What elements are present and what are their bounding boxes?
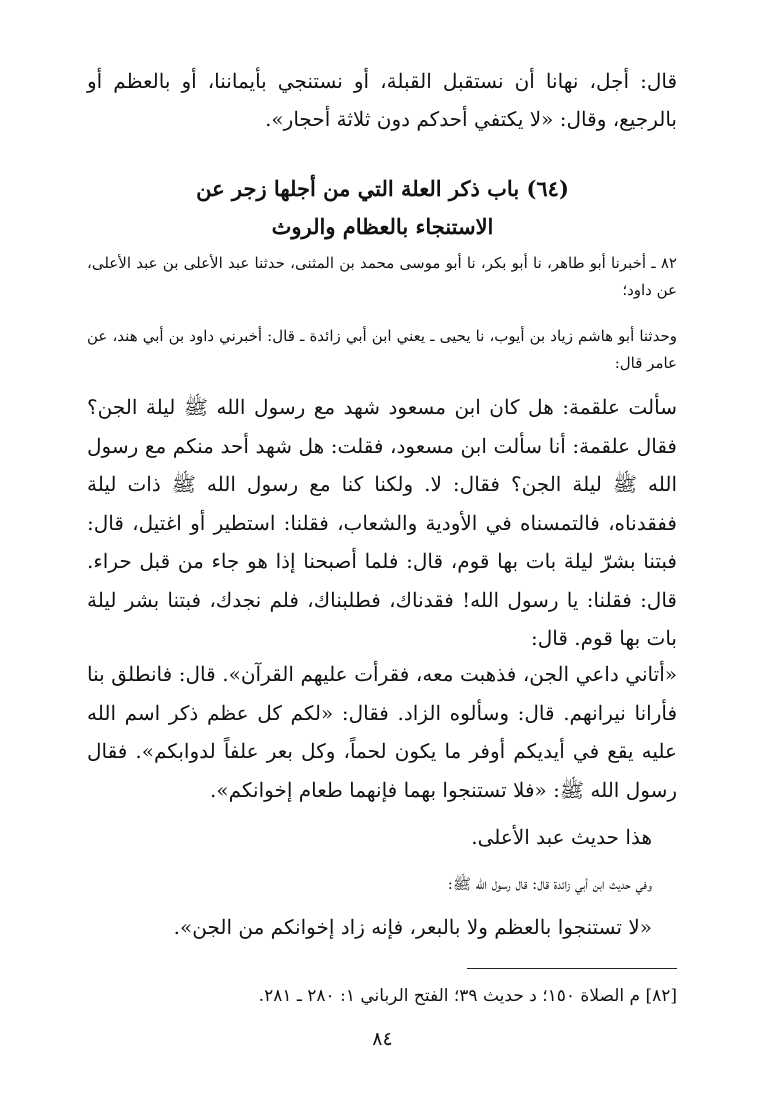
alt-narration-intro: وفي حديث ابن أبي زائدة قال: قال رسول الله ﷺ: bbox=[447, 875, 652, 893]
hadith-main-text: سألت علقمة: هل كان ابن مسعود شهد مع رسول الله ﷺ ليلة الجن؟ فقال علقمة: أنا سألت ابن مسعود، فقلت: هل شهد أحد منكم مع رسول الله ﷺ ليلة الجن؟ فقال: لا. ولكنا كنا مع رسول الله ﷺ ذات ليلة ففقدناه، فالتمسناه في الأودية والشعاب، فقلنا: استطير أو اغتيل، قال: فبتنا بشرّ ليلة بات بها قوم، قال: فلما أصبحنا إذا هو جاء من قبل حراء. قال: فقلنا: يا رسول الله! فقدناك، فطلبناك، فلم نجدك، فبتنا بشر ليلة بات بها قوم. قال: bbox=[87, 395, 678, 650]
page-number: ٨٤ bbox=[372, 1028, 393, 1050]
hadith-quote-text: «أتاني داعي الجن، فذهبت معه، فقرأت عليهم القرآن». قال: فانطلق بنا فأرانا نيرانهم. قال: وسألوه الزاد. فقال: «لكم كل عظم ذكر اسم الله عليه يقع في أيديكم أوفر ما يكون لحماً، وكل بعر علفاً لدوابكم». فقال رسول الله ﷺ: «فلا تستنجوا بهما فإنهما طعام إخوانكم». bbox=[87, 662, 677, 802]
footnote: [٨٢] م الصلاة ١٥٠؛ د حديث ٣٩؛ الفتح الرباني ١: ٢٨٠ ـ ٢٨١. bbox=[258, 986, 677, 1006]
isnad-paragraph-2: وحدثنا أبو هاشم زياد بن أيوب، نا يحيى ـ يعني ابن أبي زائدة ـ قال: أخبرني داود بن أبي هند، عن عامر قال: bbox=[87, 327, 677, 372]
chapter-heading bbox=[0, 170, 765, 246]
chapter-heading-line-2: الاستنجاء بالعظام والروث bbox=[271, 214, 494, 239]
narrator-note: هذا حديث عبد الأعلى. bbox=[471, 825, 652, 849]
intro-paragraph: قال: أجل، نهانا أن نستقبل القبلة، أو نستنجي بأيماننا، أو بالعظم أو بالرجيع، وقال: «لا يكتفي أحدكم دون ثلاثة أحجار». bbox=[87, 69, 677, 131]
isnad-paragraph-1: ٨٢ ـ أخبرنا أبو طاهر، نا أبو بكر، نا أبو موسى محمد بن المثنى، حدثنا عبد الأعلى بن عبد الأعلى، عن داود؛ bbox=[87, 254, 677, 299]
alt-narration-text: «لا تستنجوا بالعظم ولا بالبعر، فإنه زاد إخوانكم من الجن». bbox=[173, 915, 652, 939]
footnote-divider bbox=[467, 968, 677, 969]
chapter-heading-line-1: (٦٤) باب ذكر العلة التي من أجلها زجر عن bbox=[196, 176, 569, 201]
